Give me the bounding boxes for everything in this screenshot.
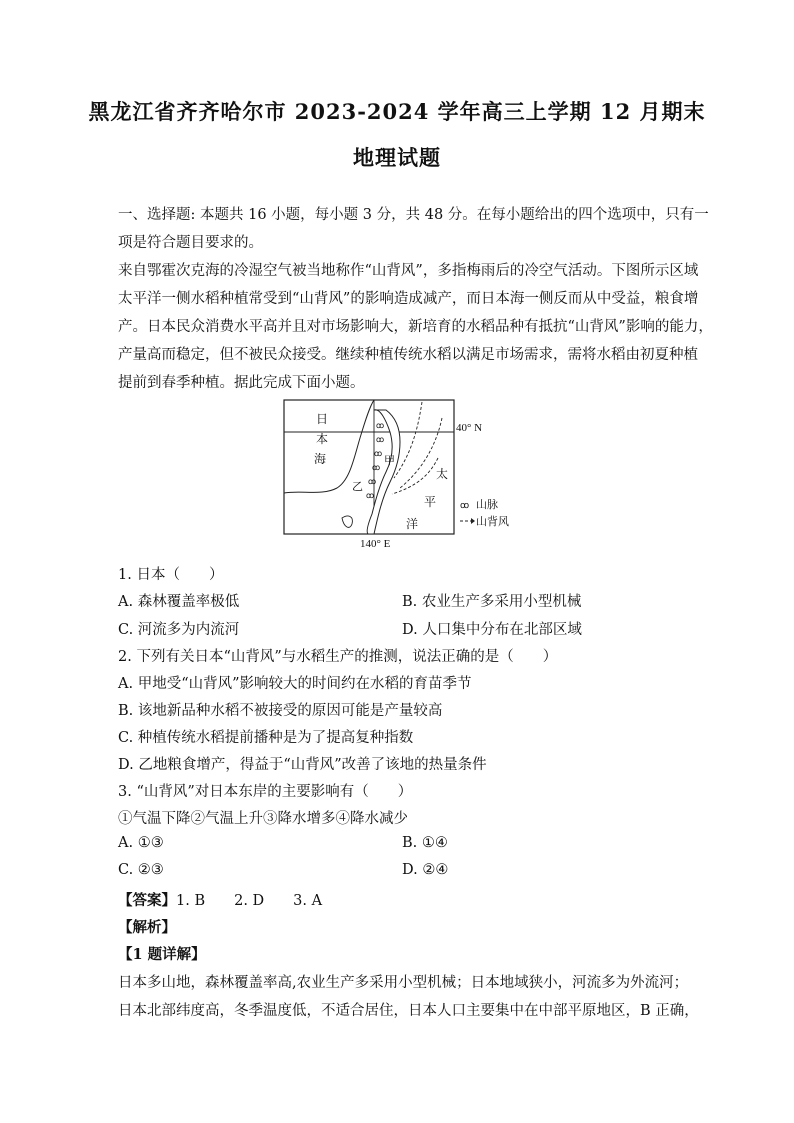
mountain-legend-icon: ꝏ [460, 500, 470, 510]
answer-line [118, 889, 322, 910]
map-label-yi: 乙 [352, 481, 363, 493]
q1-option-b: B. 农业生产多采用小型机械 [402, 594, 582, 610]
detail-1-line: 日本北部纬度高，冬季温度低，不适合居住，日本人口主要集中在中部平原地区，B 正确， [118, 1003, 699, 1019]
map-sea-east-char: 洋 [406, 517, 419, 531]
map-label-jia: 甲 [384, 455, 395, 467]
q3-option-d: D. ②④ [402, 862, 449, 878]
passage-line: 来自鄂霍次克海的冷湿空气被当地称作“山背风”，多指梅雨后的冷空气活动。下图所示区域 [118, 263, 699, 279]
section-intro-line: 项是符合题目要求的。 [118, 235, 263, 251]
q2-option-d: D. 乙地粮食增产，得益于“山背风”改善了该地的热量条件 [118, 757, 487, 773]
q1-option-c: C. 河流多为内流河 [118, 622, 240, 638]
passage-line: 太平洋一侧水稻种植常受到“山背风”的影响造成减产，而日本海一侧反而从中受益，粮食增 [118, 291, 699, 307]
q3-option-b: B. ①④ [402, 835, 448, 851]
svg-text:ꝏ: ꝏ [376, 421, 385, 430]
latitude-label: 40° N [456, 422, 483, 434]
longitude-label: 140° E [360, 538, 391, 550]
svg-text:ꝏ: ꝏ [376, 435, 385, 444]
svg-text:ꝏ: ꝏ [374, 449, 383, 458]
map-sea-east-char: 太 [436, 467, 449, 481]
q2-option-a: A. 甲地受“山背风”影响较大的时间约在水稻的育苗季节 [118, 676, 472, 692]
map-sea-east-char: 平 [424, 495, 437, 509]
passage-line: 产量高而稳定，但不被民众接受。继续种植传统水稻以满足市场需求，需将水稻由初夏种植 [118, 347, 698, 363]
exam-title: 黑龙江省齐齐哈尔市 2023-2024 学年高三上学期 12 月期末 [88, 99, 706, 124]
answer-label: 【答案】 [118, 892, 176, 909]
map-sea-west-char: 日 [316, 412, 329, 426]
region-map [282, 398, 522, 548]
svg-text:ꝏ: ꝏ [366, 491, 375, 500]
section-intro-line: 一、选择题: 本题共 16 小题，每小题 3 分，共 48 分。在每小题给出的四个选项中，只有一 [118, 207, 709, 223]
map-sea-west-char: 海 [314, 452, 327, 466]
q3-items: ①气温下降②气温上升③降水增多④降水减少 [118, 811, 408, 827]
svg-text:ꝏ: ꝏ [372, 463, 381, 472]
q2-option-c: C. 种植传统水稻提前播种是为了提高复种指数 [118, 730, 414, 746]
q1-option-d: D. 人口集中分布在北部区域 [402, 622, 582, 638]
passage-line: 产。日本民众消费水平高并且对市场影响大，新培育的水稻品种有抵抗“山背风”影响的能力， [118, 319, 713, 335]
legend-mountain-label: 山脉 [476, 499, 498, 511]
legend-wind-label: 山背风 [476, 516, 509, 528]
q3-option-c: C. ②③ [118, 862, 164, 878]
question-3-stem: 3. “山背风”对日本东岸的主要影响有（ ） [118, 784, 413, 800]
q3-option-a: A. ①③ [118, 835, 164, 851]
detail-1-line: 日本多山地，森林覆盖率高,农业生产多采用小型机械；日本地域狭小，河流多为外流河； [118, 975, 689, 991]
q1-option-a: A. 森林覆盖率极低 [118, 594, 240, 610]
exam-subject: 地理试题 [353, 145, 441, 170]
passage-line: 提前到春季种植。据此完成下面小题。 [118, 375, 365, 391]
svg-text:ꝏ: ꝏ [368, 477, 377, 486]
question-2-stem: 2. 下列有关日本“山背风”与水稻生产的推测，说法正确的是（ ） [118, 649, 558, 665]
q2-option-b: B. 该地新品种水稻不被接受的原因可能是产量较高 [118, 703, 443, 719]
detail-1-label: 【1 题详解】 [118, 946, 206, 963]
question-1-stem: 1. 日本（ ） [118, 567, 224, 583]
analysis-label: 【解析】 [118, 919, 176, 936]
answer-text: 1. B 2. D 3. A [176, 893, 323, 909]
map-sea-west-char: 本 [316, 432, 329, 446]
